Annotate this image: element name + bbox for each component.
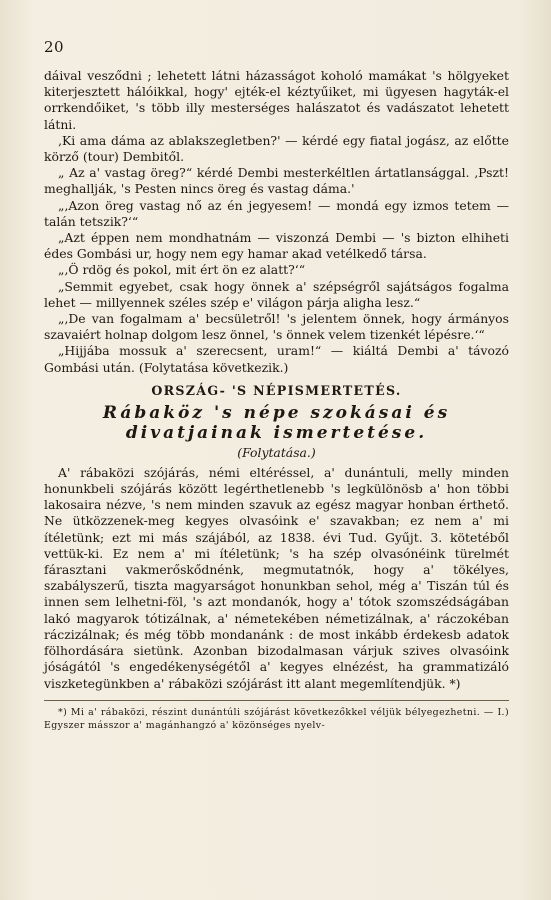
- paragraph: „‚De van fogalmam a' becsületről! 's jelentem önnek, hogy ármányos szavaiért holnap dolgom lesz önnel, 's önnek velem tizenkét lépésre.‘“: [44, 311, 509, 343]
- paragraph: „Azt éppen nem mondhatnám — viszonzá Dembi — 's bizton elhiheti édes Gombási ur, hogy nem egy hamar akad vetélkedő társa.: [44, 230, 509, 262]
- paragraph: „Hijjába mossuk a' szerecsent, uram!“ — kiáltá Dembi a' távozó Gombási után. (Folytatása következik.): [44, 343, 509, 375]
- page-number: 20: [44, 38, 65, 56]
- paragraph: „ Az a' vastag öreg?“ kérdé Dembi mesterkéltlen ártatlansággal. ‚Pszt! meghallják, 's Pesten nincs öreg és vastag dáma.': [44, 165, 509, 197]
- article-subtitle: (Folytatása.): [237, 444, 316, 460]
- article-title-line-1: Rábaköz 's népe szokásai és: [102, 402, 451, 423]
- footnote-divider: [44, 700, 509, 701]
- footnote: *) Mi a' rábaközi, részint dunántúli szójárást következőkkel véljük bélyegezhetni. — I.) Egyszer másszor a' magánhangzó a' közönséges nyelv-: [44, 706, 509, 731]
- paragraph: ‚Ki ama dáma az ablakszegletben?' — kérdé egy fiatal jogász, az előtte körző (tour) Dembitől.: [44, 132, 509, 165]
- section-heading: ORSZÁG- 'S NÉPISMERTETÉS.: [151, 382, 402, 398]
- article-body: A' rábaközi szójárás, némi eltéréssel, a' dunántuli, melly minden honunkbeli szójárás között legérthetlenebb 's legkülönösb a' hon többi lakosaira nézve, 's nem minden szavuk az egész magyar honban érthető. Ne ütközzenek-meg kegyes olvasóink e' szavakban; ez nem a' mi ítéletünk; ezt mi más szájából, az 1838. évi Tud. Gyűjt. 3. kötetéből vettük-ki. Ez nem a' mi ítéletünk; 's ha szép olvasónéink türelmét fárasztani vakmerőskődnénk, megmutatnók, hogy a' tökélyes, szabályszerű, tiszta magyarságot honunkban sehol, még a' Tiszán túl és innen sem lelhetni-föl, 's azt mondanók, hogy a' tótok szomszédságában lakó magyarok tótizálnak, a' németekében németizálnak, a' ráczokéban ráczizálnak; és még több mondanánk : de most inkább érdekesb adatok fölhordására sietünk. Azonban bizodalmasan várjuk szives olvasóink jóságától 's engedékenységétől a' kegyes elnézést, ha grammatizáló viszketegünkben a' rábaközi szójárást itt alant megemlítendjük. *): [44, 464, 509, 691]
- paragraph: „Semmit egyebet, csak hogy önnek a' szépségről sajátságos fogalma lehet — millyennek széles szép e' világon párja aligha lesz.“: [44, 278, 509, 310]
- story-text: [44, 68, 509, 376]
- paragraph: dáival vesződni ; lehetett látni házasságot koholó mamákat 's hölgyeket kiterjesztett hálóikkal, hogy' ejték-el kéztyűiket, mi ügyesen hagyták-el orrkendőiket, 's több illy mesterséges halászatot és vadászatot lehetett látni.: [44, 68, 509, 132]
- paragraph: „‚Ö rdög és pokol, mit ért ön ez alatt?‘“: [58, 262, 306, 278]
- paragraph: „‚Azon öreg vastag nő az én jegyesem! — mondá egy izmos tetem — talán tetszik?‘“: [44, 197, 509, 229]
- article-title-line-2: divatjainak ismertetése.: [125, 422, 428, 443]
